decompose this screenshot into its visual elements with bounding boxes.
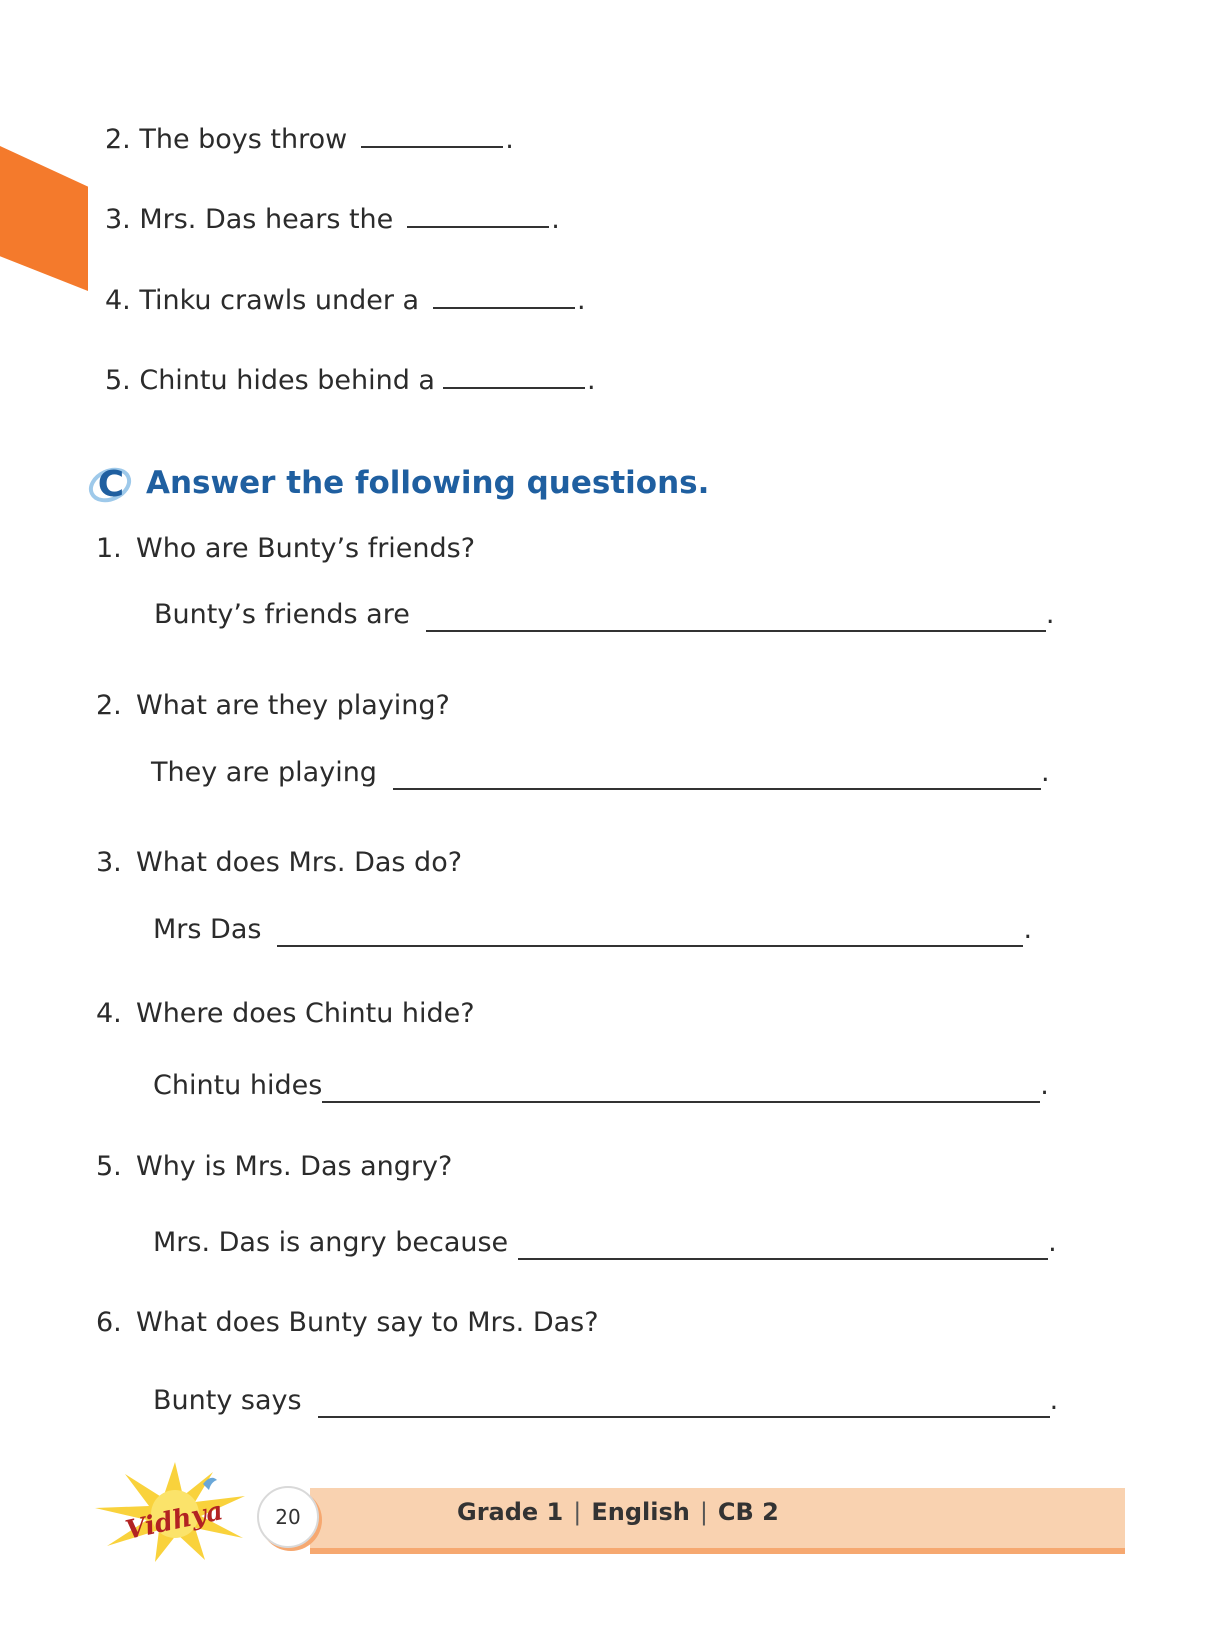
answer-blank[interactable]	[518, 1232, 1048, 1260]
blank-line[interactable]	[433, 283, 575, 309]
answer-line: Chintu hides .	[153, 1070, 1049, 1101]
answer-line: They are playing .	[151, 757, 1050, 788]
page-number: 20	[257, 1486, 319, 1548]
blank-line[interactable]	[407, 202, 549, 228]
answer-line: Bunty says .	[153, 1385, 1059, 1416]
blank-line[interactable]	[443, 363, 585, 389]
section-c-icon	[88, 460, 134, 506]
section-heading	[88, 458, 709, 508]
answer-blank[interactable]	[322, 1075, 1040, 1103]
answer-blank[interactable]	[277, 919, 1023, 947]
question: 5. Why is Mrs. Das angry?	[96, 1151, 453, 1182]
answer-line: Mrs. Das is angry because .	[153, 1227, 1057, 1258]
footer-title: Grade 1 | English | CB 2	[457, 1498, 779, 1526]
question: 1. Who are Bunty’s friends?	[96, 533, 476, 564]
question: 2. What are they playing?	[96, 690, 450, 721]
question: 6. What does Bunty say to Mrs. Das?	[96, 1307, 599, 1338]
orange-corner-tab	[0, 146, 88, 291]
fill-blank-item: 3. Mrs. Das hears the .	[105, 204, 560, 235]
question: 3. What does Mrs. Das do?	[96, 847, 463, 878]
logo-text: Vidhya	[122, 1496, 226, 1546]
fill-blank-item: 2. The boys throw .	[105, 124, 514, 155]
page-footer	[95, 1462, 1125, 1562]
fill-blank-item: 5. Chintu hides behind a .	[105, 365, 596, 396]
question: 4. Where does Chintu hide?	[96, 998, 475, 1029]
svg-text:C: C	[97, 464, 125, 505]
answer-line: Bunty’s friends are .	[154, 599, 1055, 630]
answer-line: Mrs Das .	[153, 914, 1033, 945]
answer-blank[interactable]	[393, 762, 1041, 790]
fill-blank-item: 4. Tinku crawls under a .	[105, 285, 586, 316]
blank-line[interactable]	[361, 122, 503, 148]
answer-blank[interactable]	[426, 604, 1046, 632]
section-title: Answer the following questions.	[146, 465, 710, 501]
answer-blank[interactable]	[318, 1390, 1050, 1418]
